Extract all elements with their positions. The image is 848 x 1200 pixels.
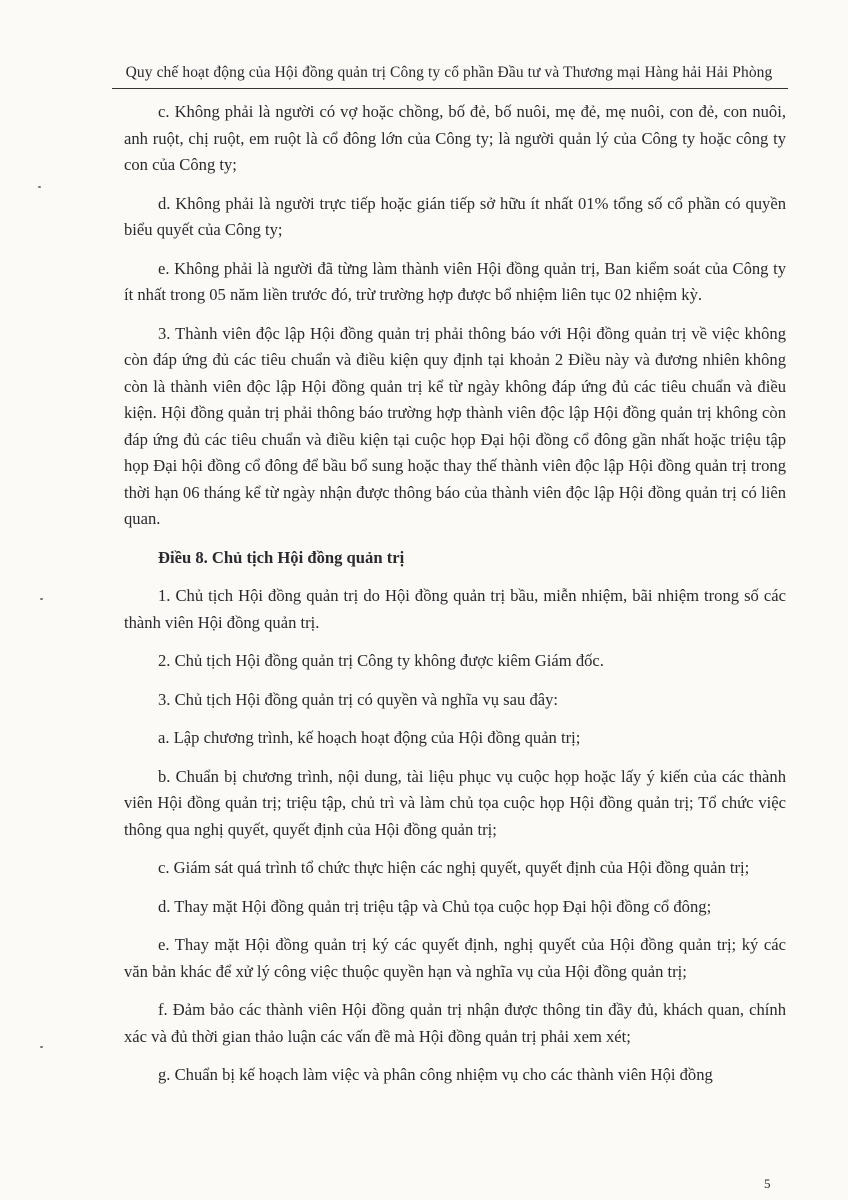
duty-f: f. Đảm bảo các thành viên Hội đồng quản trị nhận được thông tin đầy đủ, khách quan, chính xác và đủ thời gian thảo luận các vấn đề mà Hội đồng quản trị phải xem xét; — [124, 1000, 786, 1046]
article-8-heading: Điều 8. Chủ tịch Hội đồng quản trị — [158, 547, 405, 567]
duty-d: d. Thay mặt Hội đồng quản trị triệu tập và Chủ tọa cuộc họp Đại hội đồng cổ đông; — [158, 896, 712, 916]
duty-a: a. Lập chương trình, kế hoạch hoạt động của Hội đồng quản trị; — [158, 728, 581, 747]
duty-e: e. Thay mặt Hội đồng quản trị ký các quyết định, nghị quyết của Hội đồng quản trị; ký các văn bản khác để xử lý công việc thuộc quyền hạn và nghĩa vụ của Hội đồng quản trị; — [124, 935, 786, 981]
item-d-independence: d. Không phải là người trực tiếp hoặc gián tiếp sở hữu ít nhất 01% tổng số cổ phần có quyền biểu quyết của Công ty; — [124, 193, 786, 239]
item-c-independence: c. Không phải là người có vợ hoặc chồng, bố đẻ, bố nuôi, mẹ đẻ, mẹ nuôi, con đẻ, con nuôi, anh ruột, chị ruột, em ruột là cổ đông lớn của Công ty; là người quản lý của Công ty hoặc công ty con của Công ty; — [124, 102, 786, 174]
scan-speck — [38, 186, 41, 188]
duty-c: c. Giám sát quá trình tổ chức thực hiện các nghị quyết, quyết định của Hội đồng quản trị; — [158, 858, 750, 877]
header-rule — [112, 88, 788, 89]
page-number: 5 — [764, 1176, 771, 1191]
scan-speck — [40, 598, 43, 600]
clause-3-notification: 3. Thành viên độc lập Hội đồng quản trị phải thông báo với Hội đồng quản trị về việc không còn đáp ứng đủ các tiêu chuẩn và điều kiện quy định tại khoản 2 Điều này và đương nhiên không còn là thành viên độc lập Hội đồng quản trị kể từ ngày không đáp ứng đủ các tiêu chuẩn và điều kiện. Hội đồng quản trị phải thông báo trường hợp thành viên độc lập Hội đồng quản trị không còn đáp ứng đủ các tiêu chuẩn và điều kiện tại cuộc họp Đại hội đồng cổ đông gần nhất hoặc triệu tập họp Đại hội đồng cổ đông để bầu bổ sung hoặc thay thế thành viên độc lập Hội đồng quản trị trong thời hạn 06 tháng kể từ ngày nhận được thông báo của thành viên độc lập Hội đồng quản trị có liên quan. — [124, 323, 786, 528]
article-8-clause-2: 2. Chủ tịch Hội đồng quản trị Công ty không được kiêm Giám đốc. — [158, 651, 604, 670]
article-8-clause-3: 3. Chủ tịch Hội đồng quản trị có quyền và nghĩa vụ sau đây: — [158, 689, 559, 709]
body-text — [124, 99, 786, 1101]
article-8-clause-1: 1. Chủ tịch Hội đồng quản trị do Hội đồng quản trị bầu, miễn nhiệm, bãi nhiệm trong số các thành viên Hội đồng quản trị. — [124, 586, 786, 632]
item-e-independence: e. Không phải là người đã từng làm thành viên Hội đồng quản trị, Ban kiểm soát của Công ty ít nhất trong 05 năm liền trước đó, trừ trường hợp được bổ nhiệm liên tục 02 nhiệm kỳ. — [124, 258, 786, 304]
duty-b: b. Chuẩn bị chương trình, nội dung, tài liệu phục vụ cuộc họp hoặc lấy ý kiến của các thành viên Hội đồng quản trị; triệu tập, chủ trì và làm chủ tọa cuộc họp Hội đồng quản trị; Tổ chức việc thông qua nghị quyết, quyết định của Hội đồng quản trị; — [124, 766, 786, 839]
duty-g: g. Chuẩn bị kế hoạch làm việc và phân công nhiệm vụ cho các thành viên Hội đồng — [158, 1065, 713, 1084]
scan-speck — [40, 1046, 43, 1048]
running-header: Quy chế hoạt động của Hội đồng quản trị Công ty cổ phần Đầu tư và Thương mại Hàng hải Hải Phòng — [125, 64, 773, 81]
